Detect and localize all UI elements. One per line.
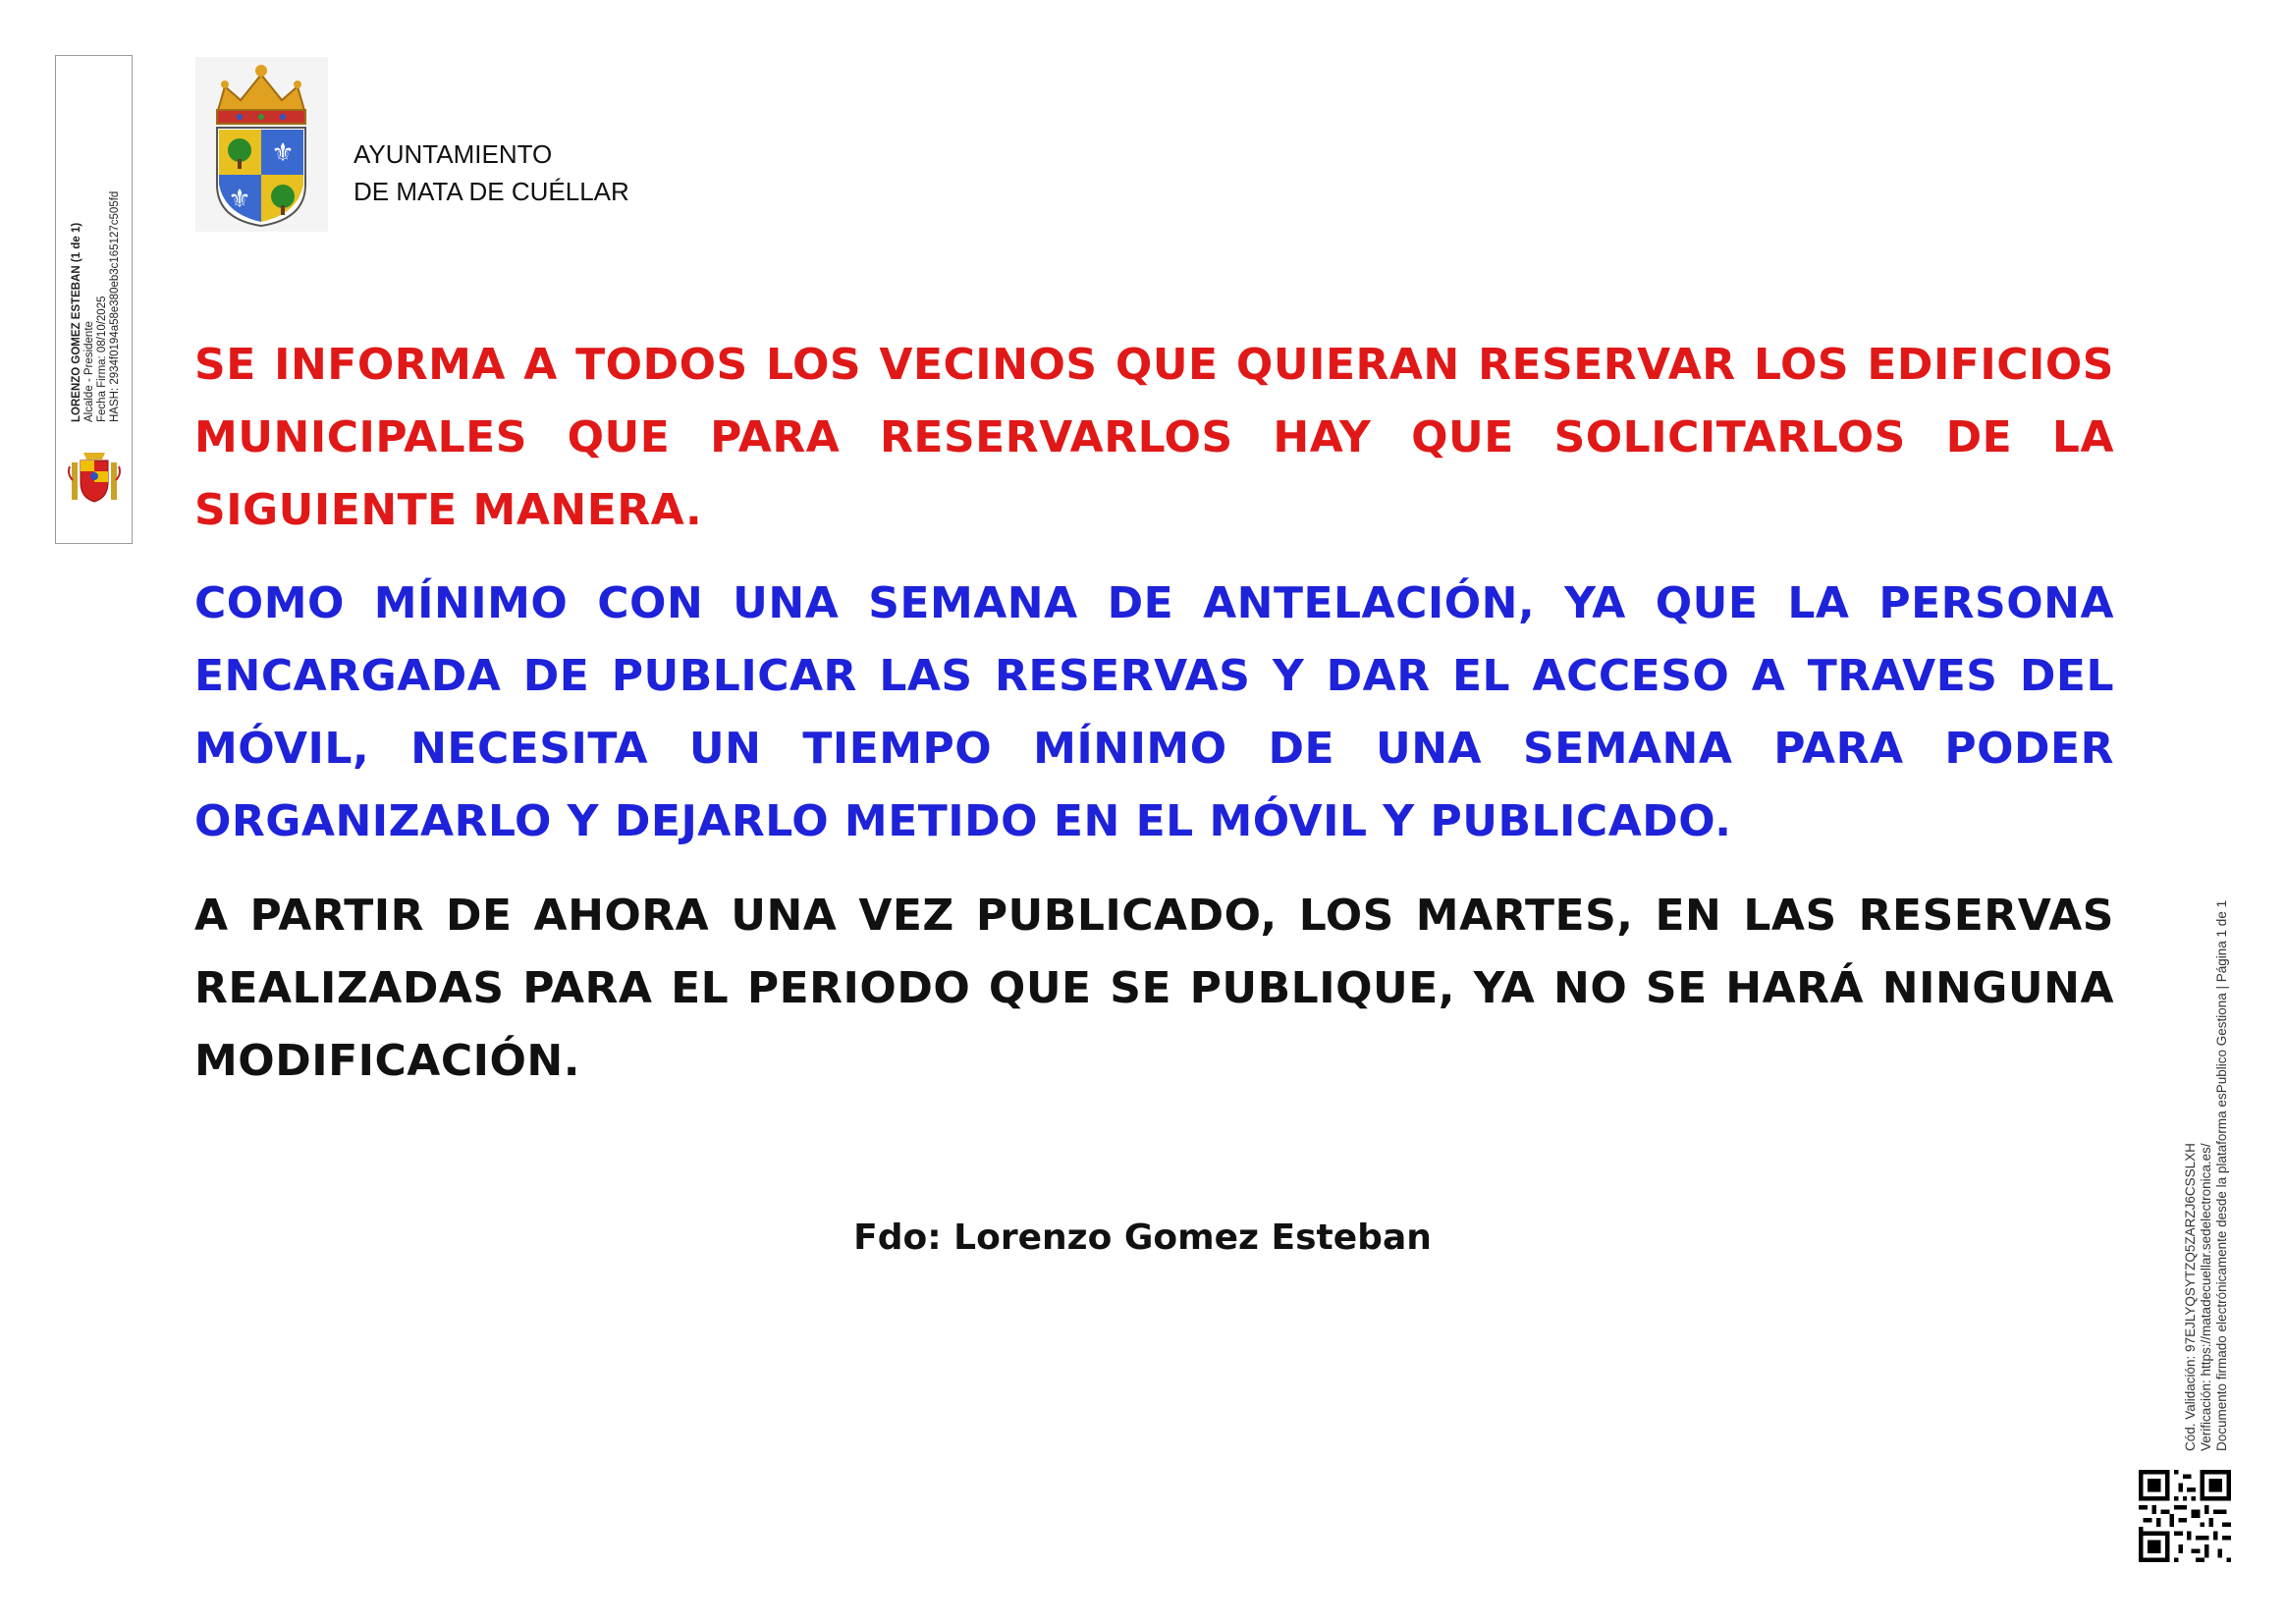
verification-url: Verificación: https://matadecuellar.sedelectronica.es/: [2199, 1143, 2213, 1451]
verification-code: Cód. Validación: 97EJLYQSYTZQ5ZARZJ6CSSLXH: [2183, 1143, 2198, 1451]
notice-paragraph-black: A PARTIR DE AHORA UNA VEZ PUBLICADO, LOS MARTES, EN LAS RESERVAS REALIZADAS PARA EL PERIODO QUE SE PUBLIQUE, YA NO SE HARÁ NINGUNA MODIFICACIÓN.: [194, 891, 2114, 1086]
header-line-1: AYUNTAMIENTO: [354, 139, 553, 169]
qr-code-icon[interactable]: [2139, 1470, 2231, 1562]
svg-text:⚜: ⚜: [228, 185, 251, 214]
notice-paragraph-red: SE INFORMA A TODOS LOS VECINOS QUE QUIERAN RESERVAR LOS EDIFICIOS MUNICIPALES QUE PARA RESERVARLOS HAY QUE SOLICITARLOS DE LA SIGUIENTE MANERA.: [194, 340, 2114, 535]
stamp-role: Alcalde - Presidente: [83, 321, 95, 422]
spain-coat-of-arms-icon: [66, 449, 123, 510]
municipal-crest-icon: [195, 57, 328, 232]
notice-paragraph-blue: COMO MÍNIMO CON UNA SEMANA DE ANTELACIÓN, YA QUE LA PERSONA ENCARGADA DE PUBLICAR LAS RESERVAS Y DAR EL ACCESO A TRAVES DEL MÓVIL, NECESITA UN TIEMPO MÍNIMO DE UNA SEMANA PARA PODER ORGANIZARLO Y DEJARLO METIDO EN EL MÓVIL Y PUBLICADO.: [194, 578, 2114, 846]
signature-line: Fdo: Lorenzo Gomez Esteban: [853, 1218, 1432, 1258]
stamp-signer: LORENZO GOMEZ ESTEBAN (1 de 1): [71, 222, 82, 422]
stamp-hash: HASH: 2934f0194a58e380eb3c165127c505fd: [109, 190, 121, 422]
svg-text:⚜: ⚜: [271, 138, 295, 168]
verification-text: [2183, 900, 2230, 1451]
municipality-header: [354, 135, 629, 210]
verification-note: Documento firmado electrónicamente desde la plataforma esPublico Gestiona | Página 1 de 1: [2214, 899, 2229, 1451]
signature-stamp-text: [71, 191, 122, 422]
stamp-date: Fecha Firma: 08/10/2025: [96, 296, 108, 422]
header-line-2: DE MATA DE CUÉLLAR: [354, 177, 629, 206]
